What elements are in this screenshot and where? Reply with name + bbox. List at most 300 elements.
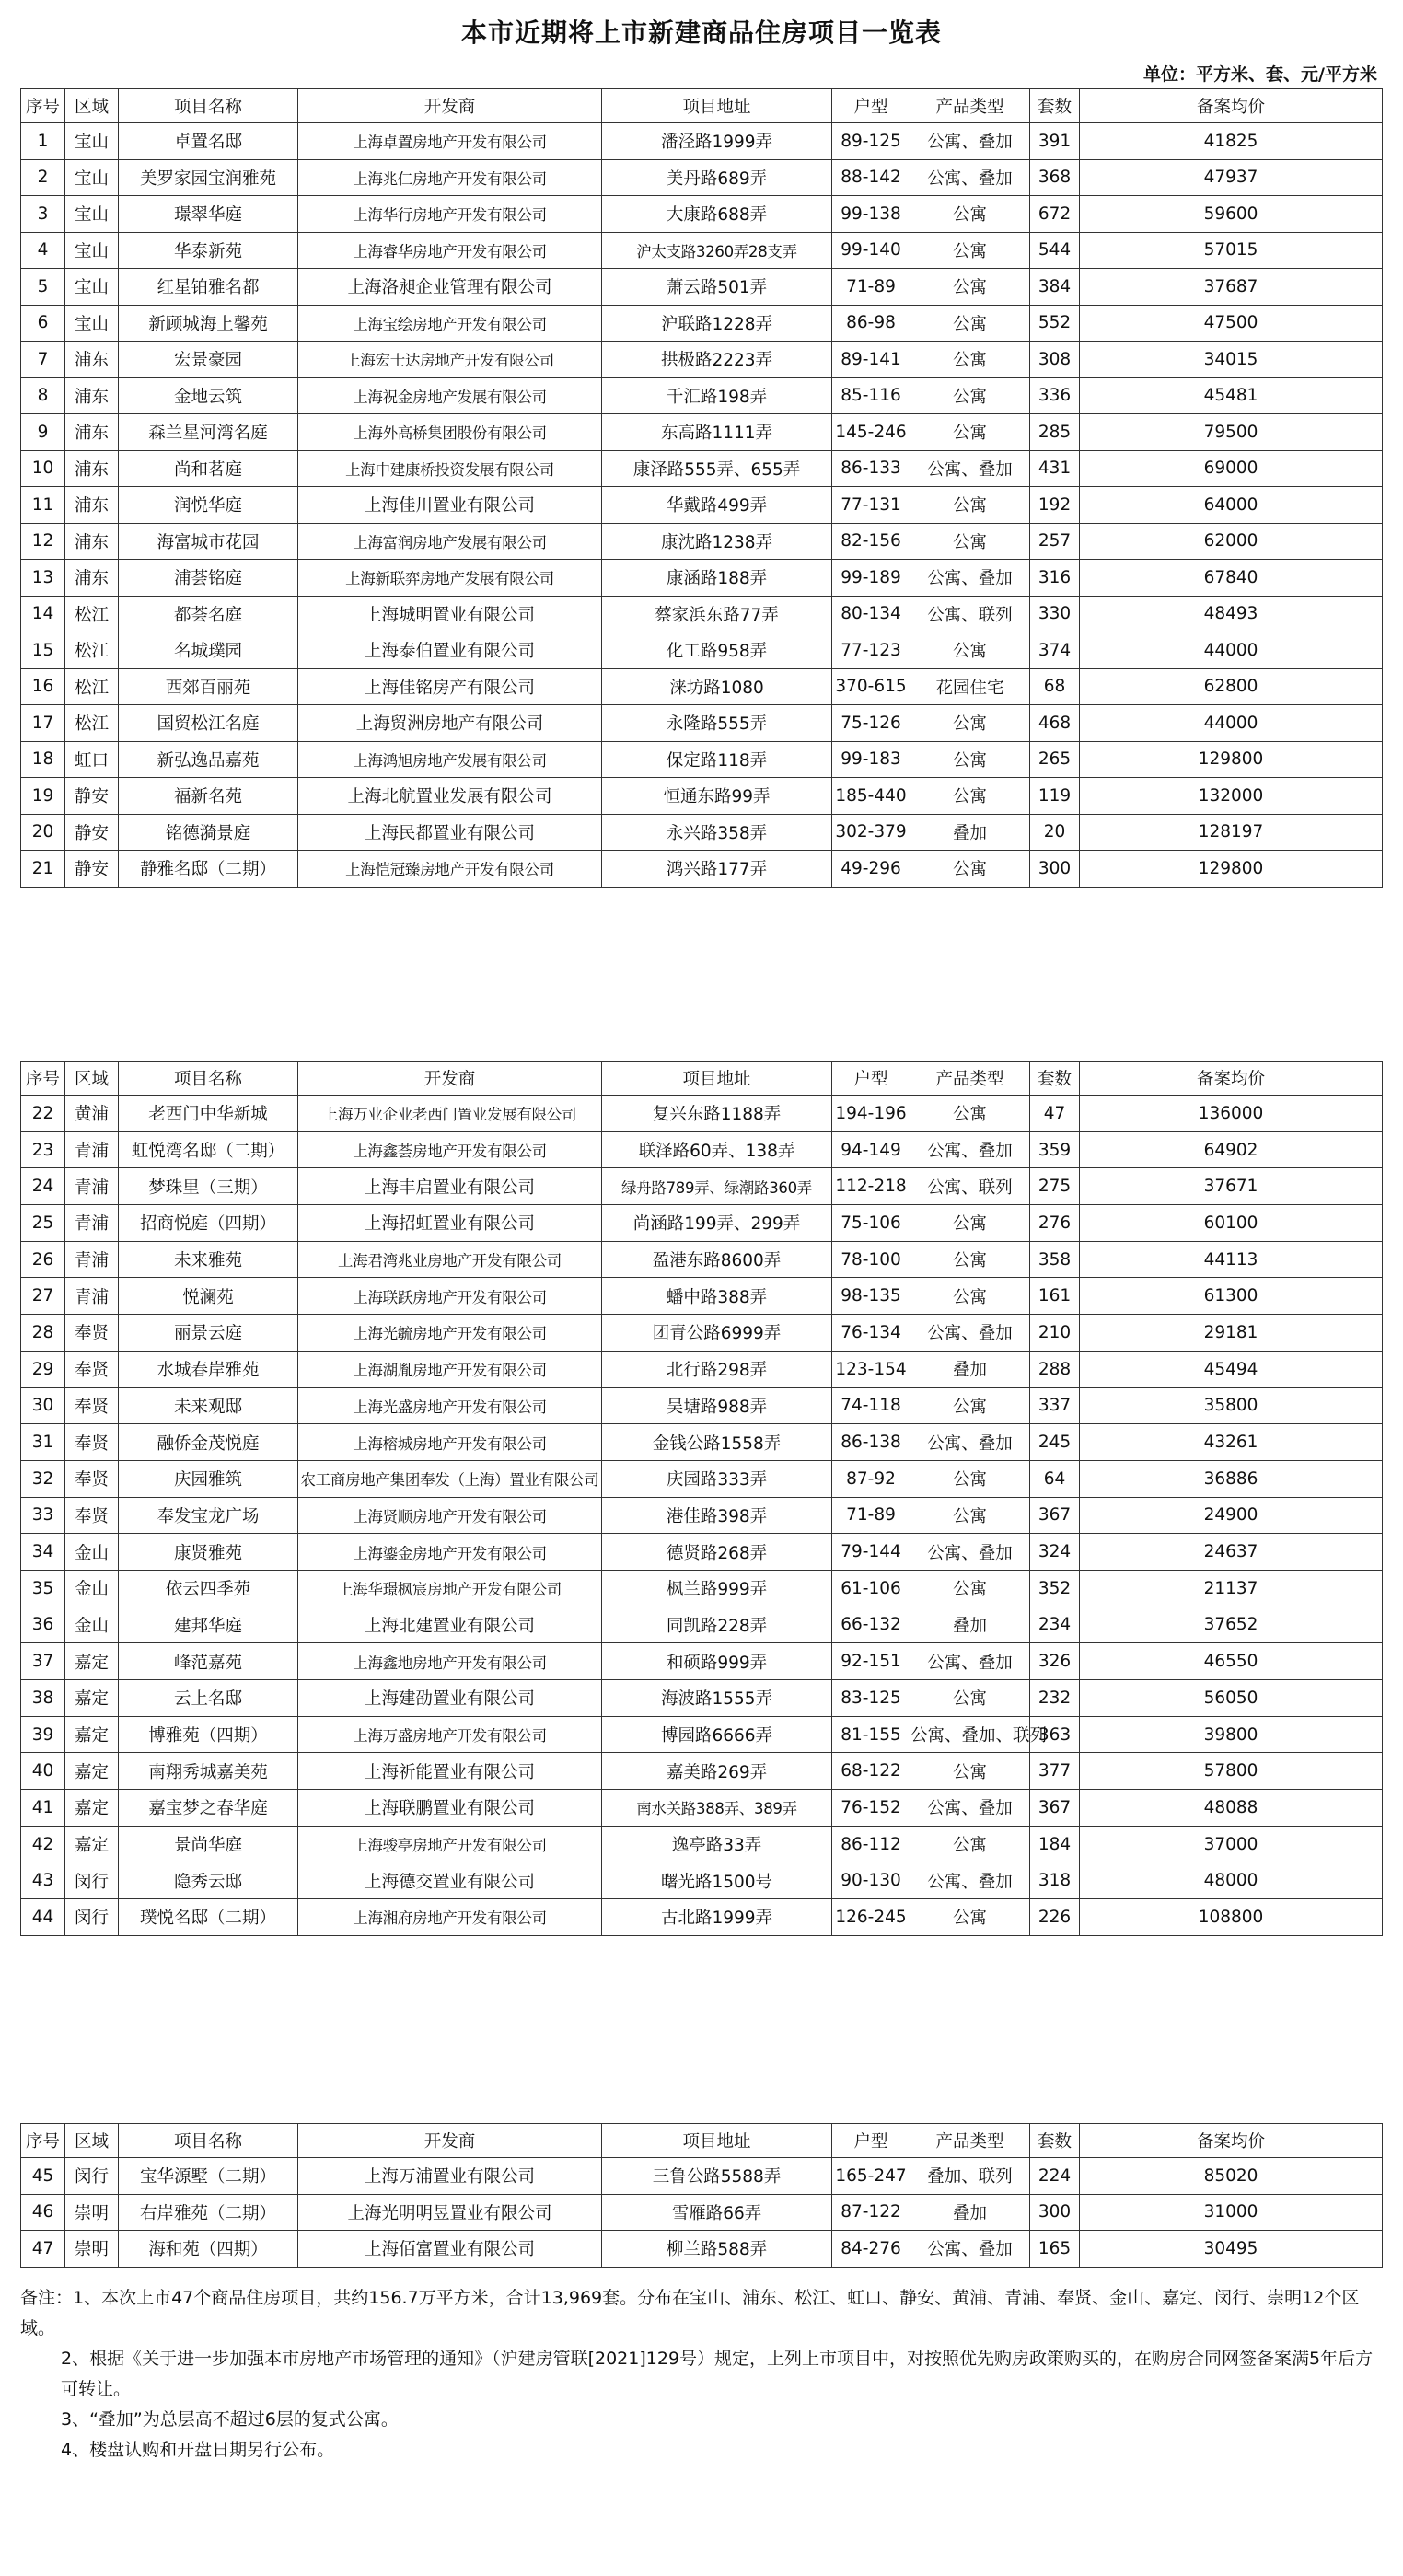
col-count: 119 xyxy=(1030,778,1080,815)
col-developer: 上海建劭置业有限公司 xyxy=(298,1680,602,1717)
col-developer: 上海佳铭房产有限公司 xyxy=(298,668,602,705)
col-count: 359 xyxy=(1030,1131,1080,1168)
column-header-address: 项目地址 xyxy=(602,2124,832,2158)
col-count: 326 xyxy=(1030,1643,1080,1680)
column-header-district: 区域 xyxy=(65,2124,119,2158)
col-address: 金钱公路1558弄 xyxy=(602,1424,832,1461)
col-developer: 上海万浦置业有限公司 xyxy=(298,2158,602,2195)
col-unit-type: 66-132 xyxy=(832,1607,910,1643)
col-seq: 21 xyxy=(21,851,65,888)
table-row xyxy=(21,1607,1383,1643)
col-developer: 上海鸿旭房地产发展有限公司 xyxy=(298,741,602,778)
col-project: 尚和茗庭 xyxy=(119,450,298,487)
col-count: 324 xyxy=(1030,1534,1080,1571)
col-district: 嘉定 xyxy=(65,1716,119,1753)
col-project: 奉发宝龙广场 xyxy=(119,1497,298,1534)
col-seq: 38 xyxy=(21,1680,65,1717)
col-developer: 上海泰伯置业有限公司 xyxy=(298,632,602,669)
col-product-type: 公寓 xyxy=(910,1096,1030,1132)
col-product-type: 叠加 xyxy=(910,2194,1030,2231)
col-developer: 上海湖胤房地产开发有限公司 xyxy=(298,1351,602,1387)
col-district: 闵行 xyxy=(65,1899,119,1936)
col-avg-price: 43261 xyxy=(1080,1424,1383,1461)
col-address: 萧云路501弄 xyxy=(602,269,832,306)
col-count: 468 xyxy=(1030,705,1080,742)
col-developer: 上海北建置业有限公司 xyxy=(298,1607,602,1643)
col-seq: 18 xyxy=(21,741,65,778)
table-row xyxy=(21,196,1383,233)
col-project: 嘉宝梦之春华庭 xyxy=(119,1790,298,1827)
col-avg-price: 45494 xyxy=(1080,1351,1383,1387)
col-address: 曙光路1500号 xyxy=(602,1862,832,1899)
col-address: 同凯路228弄 xyxy=(602,1607,832,1643)
col-address: 港佳路398弄 xyxy=(602,1497,832,1534)
col-project: 建邦华庭 xyxy=(119,1607,298,1643)
col-product-type: 公寓 xyxy=(910,305,1030,342)
col-district: 浦东 xyxy=(65,342,119,378)
col-project: 南翔秀城嘉美苑 xyxy=(119,1753,298,1790)
table-row xyxy=(21,377,1383,414)
col-avg-price: 64000 xyxy=(1080,487,1383,524)
col-district: 浦东 xyxy=(65,487,119,524)
col-developer: 上海佳川置业有限公司 xyxy=(298,487,602,524)
col-seq: 45 xyxy=(21,2158,65,2195)
col-district: 奉贤 xyxy=(65,1351,119,1387)
col-address: 尚涵路199弄、299弄 xyxy=(602,1205,832,1242)
col-unit-type: 99-183 xyxy=(832,741,910,778)
col-seq: 13 xyxy=(21,560,65,597)
col-project: 未来观邸 xyxy=(119,1387,298,1424)
col-developer: 上海北航置业发展有限公司 xyxy=(298,778,602,815)
col-unit-type: 89-125 xyxy=(832,123,910,160)
table-row xyxy=(21,632,1383,669)
col-product-type: 公寓 xyxy=(910,377,1030,414)
table-row xyxy=(21,778,1383,815)
column-header-address: 项目地址 xyxy=(602,89,832,123)
col-product-type: 花园住宅 xyxy=(910,668,1030,705)
col-district: 青浦 xyxy=(65,1168,119,1205)
table-row xyxy=(21,305,1383,342)
col-address: 潘泾路1999弄 xyxy=(602,123,832,160)
column-header-district: 区域 xyxy=(65,1062,119,1096)
col-address: 盈港东路8600弄 xyxy=(602,1241,832,1278)
col-district: 青浦 xyxy=(65,1241,119,1278)
col-developer: 上海恺冠臻房地产开发有限公司 xyxy=(298,851,602,888)
col-project: 都荟名庭 xyxy=(119,596,298,632)
col-avg-price: 61300 xyxy=(1080,1278,1383,1315)
col-project: 静雅名邸（二期） xyxy=(119,851,298,888)
table-row xyxy=(21,123,1383,160)
col-project: 隐秀云邸 xyxy=(119,1862,298,1899)
col-developer: 上海丰启置业有限公司 xyxy=(298,1168,602,1205)
col-seq: 5 xyxy=(21,269,65,306)
col-count: 161 xyxy=(1030,1278,1080,1315)
col-district: 崇明 xyxy=(65,2194,119,2231)
col-project: 宏景豪园 xyxy=(119,342,298,378)
column-header-address: 项目地址 xyxy=(602,1062,832,1096)
col-district: 闵行 xyxy=(65,2158,119,2195)
col-count: 672 xyxy=(1030,196,1080,233)
col-product-type: 公寓 xyxy=(910,1826,1030,1862)
col-product-type: 公寓 xyxy=(910,523,1030,560)
col-unit-type: 85-116 xyxy=(832,377,910,414)
col-avg-price: 24900 xyxy=(1080,1497,1383,1534)
table-row xyxy=(21,487,1383,524)
column-header-count: 套数 xyxy=(1030,89,1080,123)
col-seq: 2 xyxy=(21,159,65,196)
col-developer: 上海洛昶企业管理有限公司 xyxy=(298,269,602,306)
col-address: 千汇路198弄 xyxy=(602,377,832,414)
column-header-avg-price: 备案均价 xyxy=(1080,1062,1383,1096)
col-count: 234 xyxy=(1030,1607,1080,1643)
col-developer: 上海鑫荟房地产开发有限公司 xyxy=(298,1131,602,1168)
col-address: 蟠中路388弄 xyxy=(602,1278,832,1315)
col-developer: 上海光明明昱置业有限公司 xyxy=(298,2194,602,2231)
col-avg-price: 59600 xyxy=(1080,196,1383,233)
col-project: 璟翠华庭 xyxy=(119,196,298,233)
col-developer: 上海招虹置业有限公司 xyxy=(298,1205,602,1242)
table-row xyxy=(21,560,1383,597)
col-address: 恒通东路99弄 xyxy=(602,778,832,815)
col-address: 庆园路333弄 xyxy=(602,1460,832,1497)
col-seq: 41 xyxy=(21,1790,65,1827)
col-seq: 16 xyxy=(21,668,65,705)
col-seq: 39 xyxy=(21,1716,65,1753)
table-row xyxy=(21,2158,1383,2195)
col-district: 浦东 xyxy=(65,560,119,597)
col-district: 静安 xyxy=(65,814,119,851)
col-developer: 上海宝绘房地产开发有限公司 xyxy=(298,305,602,342)
table-row xyxy=(21,1643,1383,1680)
col-project: 庆园雅筑 xyxy=(119,1460,298,1497)
col-project: 依云四季苑 xyxy=(119,1570,298,1607)
col-unit-type: 86-138 xyxy=(832,1424,910,1461)
col-seq: 15 xyxy=(21,632,65,669)
table-row xyxy=(21,1131,1383,1168)
col-address: 南水关路388弄、389弄 xyxy=(602,1790,832,1827)
col-product-type: 公寓 xyxy=(910,1460,1030,1497)
col-count: 184 xyxy=(1030,1826,1080,1862)
col-product-type: 公寓、叠加 xyxy=(910,1534,1030,1571)
col-count: 224 xyxy=(1030,2158,1080,2195)
col-count: 391 xyxy=(1030,123,1080,160)
col-developer: 上海鎏金房地产开发有限公司 xyxy=(298,1534,602,1571)
col-address: 嘉美路269弄 xyxy=(602,1753,832,1790)
col-count: 318 xyxy=(1030,1862,1080,1899)
col-developer: 上海睿华房地产开发有限公司 xyxy=(298,232,602,269)
col-district: 青浦 xyxy=(65,1131,119,1168)
header-row xyxy=(21,89,1383,123)
table-row xyxy=(21,1168,1383,1205)
table-row xyxy=(21,523,1383,560)
col-avg-price: 108800 xyxy=(1080,1899,1383,1936)
col-address: 美丹路689弄 xyxy=(602,159,832,196)
col-count: 384 xyxy=(1030,269,1080,306)
col-unit-type: 99-189 xyxy=(832,560,910,597)
col-address: 康涵路188弄 xyxy=(602,560,832,597)
col-unit-type: 86-112 xyxy=(832,1826,910,1862)
table-row xyxy=(21,2194,1383,2231)
col-unit-type: 123-154 xyxy=(832,1351,910,1387)
col-district: 奉贤 xyxy=(65,1387,119,1424)
col-avg-price: 56050 xyxy=(1080,1680,1383,1717)
table-row xyxy=(21,1753,1383,1790)
table-row xyxy=(21,1790,1383,1827)
col-project: 新弘逸品嘉苑 xyxy=(119,741,298,778)
table-row xyxy=(21,269,1383,306)
table-row xyxy=(21,232,1383,269)
col-avg-price: 37652 xyxy=(1080,1607,1383,1643)
col-avg-price: 69000 xyxy=(1080,450,1383,487)
col-unit-type: 94-149 xyxy=(832,1131,910,1168)
col-product-type: 公寓 xyxy=(910,1241,1030,1278)
col-address: 康泽路555弄、655弄 xyxy=(602,450,832,487)
column-header-developer: 开发商 xyxy=(298,2124,602,2158)
table-row xyxy=(21,1716,1383,1753)
table-row xyxy=(21,814,1383,851)
col-avg-price: 37687 xyxy=(1080,269,1383,306)
col-avg-price: 60100 xyxy=(1080,1205,1383,1242)
col-unit-type: 61-106 xyxy=(832,1570,910,1607)
col-seq: 6 xyxy=(21,305,65,342)
col-product-type: 公寓、叠加 xyxy=(910,123,1030,160)
col-seq: 19 xyxy=(21,778,65,815)
col-seq: 7 xyxy=(21,342,65,378)
col-count: 265 xyxy=(1030,741,1080,778)
col-seq: 12 xyxy=(21,523,65,560)
col-seq: 42 xyxy=(21,1826,65,1862)
col-unit-type: 77-123 xyxy=(832,632,910,669)
col-district: 黄浦 xyxy=(65,1096,119,1132)
col-developer: 上海祝金房地产发展有限公司 xyxy=(298,377,602,414)
col-unit-type: 87-92 xyxy=(832,1460,910,1497)
col-avg-price: 21137 xyxy=(1080,1570,1383,1607)
table-row xyxy=(21,596,1383,632)
col-unit-type: 112-218 xyxy=(832,1168,910,1205)
col-project: 宝华源墅（二期） xyxy=(119,2158,298,2195)
col-avg-price: 132000 xyxy=(1080,778,1383,815)
col-unit-type: 99-138 xyxy=(832,196,910,233)
col-district: 嘉定 xyxy=(65,1753,119,1790)
col-project: 润悦华庭 xyxy=(119,487,298,524)
col-project: 红星铂雅名都 xyxy=(119,269,298,306)
col-count: 276 xyxy=(1030,1205,1080,1242)
col-avg-price: 31000 xyxy=(1080,2194,1383,2231)
col-address: 复兴东路1188弄 xyxy=(602,1096,832,1132)
col-developer: 上海榕城房地产开发有限公司 xyxy=(298,1424,602,1461)
col-project: 浦荟铭庭 xyxy=(119,560,298,597)
col-address: 涞坊路1080 xyxy=(602,668,832,705)
col-avg-price: 47937 xyxy=(1080,159,1383,196)
col-count: 285 xyxy=(1030,414,1080,451)
col-address: 和硕路999弄 xyxy=(602,1643,832,1680)
col-unit-type: 79-144 xyxy=(832,1534,910,1571)
col-count: 232 xyxy=(1030,1680,1080,1717)
col-developer: 上海光盛房地产开发有限公司 xyxy=(298,1387,602,1424)
col-district: 浦东 xyxy=(65,523,119,560)
col-count: 20 xyxy=(1030,814,1080,851)
col-project: 右岸雅苑（二期） xyxy=(119,2194,298,2231)
col-developer: 上海佰富置业有限公司 xyxy=(298,2231,602,2268)
col-address: 东高路1111弄 xyxy=(602,414,832,451)
col-avg-price: 39800 xyxy=(1080,1716,1383,1753)
col-address: 保定路118弄 xyxy=(602,741,832,778)
col-district: 嘉定 xyxy=(65,1680,119,1717)
col-developer: 上海中建康桥投资发展有限公司 xyxy=(298,450,602,487)
col-avg-price: 57015 xyxy=(1080,232,1383,269)
unit-note: 单位：平方米、套、元/平方米 xyxy=(1143,64,1377,85)
col-product-type: 公寓、叠加 xyxy=(910,450,1030,487)
col-avg-price: 41825 xyxy=(1080,123,1383,160)
table-row xyxy=(21,1278,1383,1315)
col-product-type: 公寓 xyxy=(910,851,1030,888)
col-unit-type: 302-379 xyxy=(832,814,910,851)
col-developer: 上海贤顺房地产开发有限公司 xyxy=(298,1497,602,1534)
column-header-seq: 序号 xyxy=(21,1062,65,1096)
col-product-type: 公寓、叠加 xyxy=(910,1790,1030,1827)
col-district: 奉贤 xyxy=(65,1315,119,1352)
column-header-developer: 开发商 xyxy=(298,89,602,123)
col-district: 奉贤 xyxy=(65,1424,119,1461)
col-district: 松江 xyxy=(65,596,119,632)
note-1: 备注：1、本次上市47个商品住房项目，共约156.7万平方米，合计13,969套。分布在宝山、浦东、松江、虹口、静安、黄浦、青浦、奉贤、金山、嘉定、闵行、崇明12个区域。 xyxy=(20,2288,1360,2338)
col-product-type: 公寓 xyxy=(910,705,1030,742)
table-row xyxy=(21,1680,1383,1717)
col-developer: 上海联鹏置业有限公司 xyxy=(298,1790,602,1827)
col-address: 古北路1999弄 xyxy=(602,1899,832,1936)
col-count: 308 xyxy=(1030,342,1080,378)
col-unit-type: 194-196 xyxy=(832,1096,910,1132)
col-district: 宝山 xyxy=(65,196,119,233)
table-row xyxy=(21,668,1383,705)
table-row xyxy=(21,1315,1383,1352)
col-address: 德贤路268弄 xyxy=(602,1534,832,1571)
col-product-type: 公寓 xyxy=(910,1753,1030,1790)
col-count: 363 xyxy=(1030,1716,1080,1753)
col-count: 64 xyxy=(1030,1460,1080,1497)
col-district: 奉贤 xyxy=(65,1460,119,1497)
col-avg-price: 37671 xyxy=(1080,1168,1383,1205)
col-count: 552 xyxy=(1030,305,1080,342)
table-row xyxy=(21,1205,1383,1242)
column-header-project: 项目名称 xyxy=(119,1062,298,1096)
col-district: 松江 xyxy=(65,705,119,742)
col-project: 康贤雅苑 xyxy=(119,1534,298,1571)
col-product-type: 公寓、叠加 xyxy=(910,1862,1030,1899)
col-avg-price: 48088 xyxy=(1080,1790,1383,1827)
col-seq: 47 xyxy=(21,2231,65,2268)
col-seq: 36 xyxy=(21,1607,65,1643)
col-avg-price: 85020 xyxy=(1080,2158,1383,2195)
col-seq: 27 xyxy=(21,1278,65,1315)
col-unit-type: 370-615 xyxy=(832,668,910,705)
col-seq: 11 xyxy=(21,487,65,524)
notes xyxy=(20,2283,1383,2466)
col-address: 北行路298弄 xyxy=(602,1351,832,1387)
col-product-type: 公寓、叠加 xyxy=(910,1643,1030,1680)
col-count: 368 xyxy=(1030,159,1080,196)
col-address: 大康路688弄 xyxy=(602,196,832,233)
col-project: 西郊百丽苑 xyxy=(119,668,298,705)
col-product-type: 公寓、叠加 xyxy=(910,560,1030,597)
col-avg-price: 136000 xyxy=(1080,1096,1383,1132)
column-header-count: 套数 xyxy=(1030,2124,1080,2158)
listing-table-1 xyxy=(20,88,1383,888)
col-unit-type: 76-152 xyxy=(832,1790,910,1827)
col-unit-type: 78-100 xyxy=(832,1241,910,1278)
col-count: 245 xyxy=(1030,1424,1080,1461)
col-avg-price: 48000 xyxy=(1080,1862,1383,1899)
col-developer: 农工商房地产集团奉发（上海）置业有限公司 xyxy=(298,1460,602,1497)
col-developer: 上海贸洲房地产有限公司 xyxy=(298,705,602,742)
col-developer: 上海德交置业有限公司 xyxy=(298,1862,602,1899)
col-project: 森兰星河湾名庭 xyxy=(119,414,298,451)
col-product-type: 公寓 xyxy=(910,1387,1030,1424)
col-developer: 上海兆仁房地产开发有限公司 xyxy=(298,159,602,196)
col-seq: 9 xyxy=(21,414,65,451)
col-count: 47 xyxy=(1030,1096,1080,1132)
column-header-project: 项目名称 xyxy=(119,2124,298,2158)
col-avg-price: 44000 xyxy=(1080,705,1383,742)
col-product-type: 叠加 xyxy=(910,1607,1030,1643)
col-developer: 上海卓置房地产开发有限公司 xyxy=(298,123,602,160)
col-product-type: 公寓 xyxy=(910,269,1030,306)
col-product-type: 公寓、叠加 xyxy=(910,1131,1030,1168)
table-row xyxy=(21,159,1383,196)
col-developer: 上海光毓房地产开发有限公司 xyxy=(298,1315,602,1352)
col-seq: 30 xyxy=(21,1387,65,1424)
column-header-seq: 序号 xyxy=(21,2124,65,2158)
col-product-type: 公寓 xyxy=(910,1899,1030,1936)
col-seq: 46 xyxy=(21,2194,65,2231)
table-row xyxy=(21,342,1383,378)
column-header-unit-type: 户型 xyxy=(832,2124,910,2158)
col-project: 博雅苑（四期） xyxy=(119,1716,298,1753)
col-seq: 35 xyxy=(21,1570,65,1607)
col-avg-price: 129800 xyxy=(1080,851,1383,888)
col-seq: 3 xyxy=(21,196,65,233)
col-unit-type: 90-130 xyxy=(832,1862,910,1899)
col-product-type: 公寓 xyxy=(910,487,1030,524)
col-developer: 上海富润房地产发展有限公司 xyxy=(298,523,602,560)
col-count: 336 xyxy=(1030,377,1080,414)
col-address: 化工路958弄 xyxy=(602,632,832,669)
listing-table-2 xyxy=(20,1061,1383,1936)
table-row xyxy=(21,1570,1383,1607)
col-district: 虹口 xyxy=(65,741,119,778)
table-row xyxy=(21,1351,1383,1387)
col-project: 峰范嘉苑 xyxy=(119,1643,298,1680)
col-avg-price: 48493 xyxy=(1080,596,1383,632)
col-avg-price: 44113 xyxy=(1080,1241,1383,1278)
table-row xyxy=(21,1460,1383,1497)
col-project: 璞悦名邸（二期） xyxy=(119,1899,298,1936)
col-count: 352 xyxy=(1030,1570,1080,1607)
note-3: 3、“叠加”为总层高不超过6层的复式公寓。 xyxy=(61,2409,399,2430)
col-avg-price: 45481 xyxy=(1080,377,1383,414)
col-developer: 上海民都置业有限公司 xyxy=(298,814,602,851)
col-project: 云上名邸 xyxy=(119,1680,298,1717)
col-seq: 37 xyxy=(21,1643,65,1680)
col-seq: 43 xyxy=(21,1862,65,1899)
col-product-type: 公寓、叠加 xyxy=(910,1424,1030,1461)
col-developer: 上海万业企业老西门置业发展有限公司 xyxy=(298,1096,602,1132)
col-unit-type: 165-247 xyxy=(832,2158,910,2195)
col-product-type: 公寓 xyxy=(910,1680,1030,1717)
col-avg-price: 129800 xyxy=(1080,741,1383,778)
col-avg-price: 62800 xyxy=(1080,668,1383,705)
col-product-type: 叠加 xyxy=(910,1351,1030,1387)
